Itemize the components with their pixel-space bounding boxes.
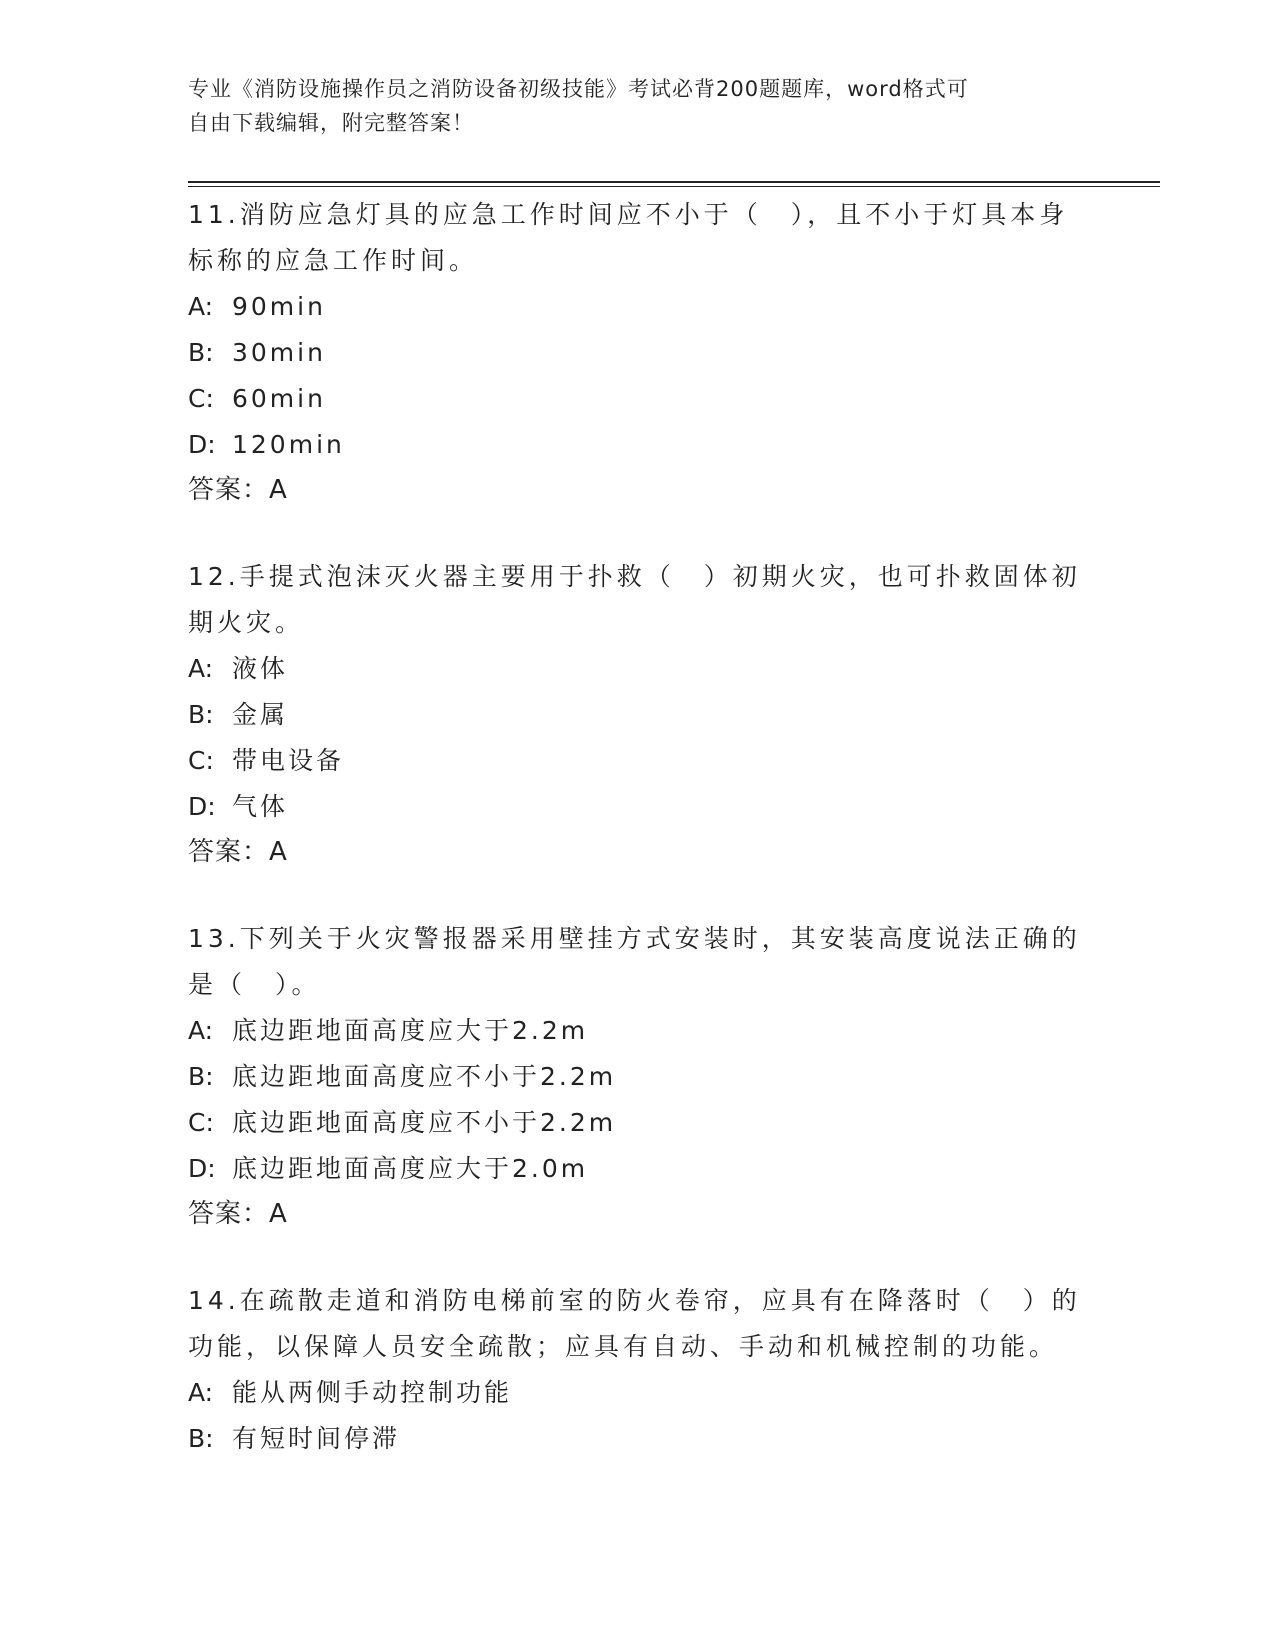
- option-text: 液体: [232, 654, 289, 683]
- option-label: B:: [188, 1062, 214, 1091]
- option-text: 底边距地面高度应不小于2.2m: [232, 1108, 617, 1137]
- option-b: [188, 692, 1088, 738]
- question-stem: 12.手提式泡沫灭火器主要用于扑救（ ）初期火灾，也可扑救固体初期火灾。: [188, 562, 1081, 637]
- option-b: [188, 1054, 1088, 1100]
- option-label: C:: [188, 746, 214, 775]
- option-a: [188, 646, 1088, 692]
- option-label: A:: [188, 1378, 214, 1407]
- question-12: [188, 554, 1088, 874]
- option-label: C:: [188, 1108, 214, 1137]
- option-label: A:: [188, 654, 214, 683]
- option-label: B:: [188, 1424, 214, 1453]
- option-label: A:: [188, 292, 214, 321]
- question-list: [188, 188, 1088, 1462]
- option-text: 底边距地面高度应大于2.0m: [232, 1154, 589, 1183]
- option-text: 带电设备: [232, 746, 345, 775]
- question-13: [188, 916, 1088, 1236]
- question-stem: 11.消防应急灯具的应急工作时间应不小于（ ），且不小于灯具本身标称的应急工作时间。: [188, 200, 1069, 275]
- option-a: [188, 284, 1088, 330]
- header-rule-thin: [188, 186, 1160, 187]
- option-a: [188, 1370, 1088, 1416]
- option-text: 90min: [232, 292, 326, 321]
- option-d: [188, 1146, 1088, 1192]
- question-14: [188, 1278, 1088, 1462]
- document-header: [188, 72, 1088, 140]
- question-stem: 14.在疏散走道和消防电梯前室的防火卷帘，应具有在降落时（ ）的功能，以保障人员安全疏散；应具有自动、手动和机械控制的功能。: [188, 1286, 1081, 1361]
- option-c: [188, 1100, 1088, 1146]
- option-b: [188, 1416, 1088, 1462]
- option-label: D:: [188, 1154, 216, 1183]
- question-11: [188, 192, 1088, 512]
- header-line-2: 自由下载编辑，附完整答案！: [188, 111, 474, 135]
- option-text: 60min: [232, 384, 326, 413]
- option-text: 金属: [232, 700, 289, 729]
- option-b: [188, 330, 1088, 376]
- option-text: 气体: [232, 792, 289, 821]
- option-text: 底边距地面高度应不小于2.2m: [232, 1062, 617, 1091]
- option-d: [188, 422, 1088, 468]
- header-line-1: 专业《消防设施操作员之消防设备初级技能》考试必背200题题库，word格式可: [188, 77, 969, 101]
- option-label: D:: [188, 430, 216, 459]
- header-rule-thick: [188, 181, 1160, 183]
- question-stem: 13.下列关于火灾警报器采用壁挂方式安装时，其安装高度说法正确的是（ ）。: [188, 924, 1081, 999]
- option-text: 有短时间停滞: [232, 1424, 401, 1453]
- option-c: [188, 376, 1088, 422]
- answer: 答案：A: [188, 475, 288, 505]
- option-label: C:: [188, 384, 214, 413]
- option-label: B:: [188, 338, 214, 367]
- option-a: [188, 1008, 1088, 1054]
- answer: 答案：A: [188, 837, 288, 867]
- option-label: B:: [188, 700, 214, 729]
- option-label: A:: [188, 1016, 214, 1045]
- option-text: 底边距地面高度应大于2.2m: [232, 1016, 589, 1045]
- option-text: 120min: [232, 430, 345, 459]
- option-text: 30min: [232, 338, 326, 367]
- option-label: D:: [188, 792, 216, 821]
- option-d: [188, 784, 1088, 830]
- answer: 答案：A: [188, 1199, 288, 1229]
- option-text: 能从两侧手动控制功能: [232, 1378, 513, 1407]
- option-c: [188, 738, 1088, 784]
